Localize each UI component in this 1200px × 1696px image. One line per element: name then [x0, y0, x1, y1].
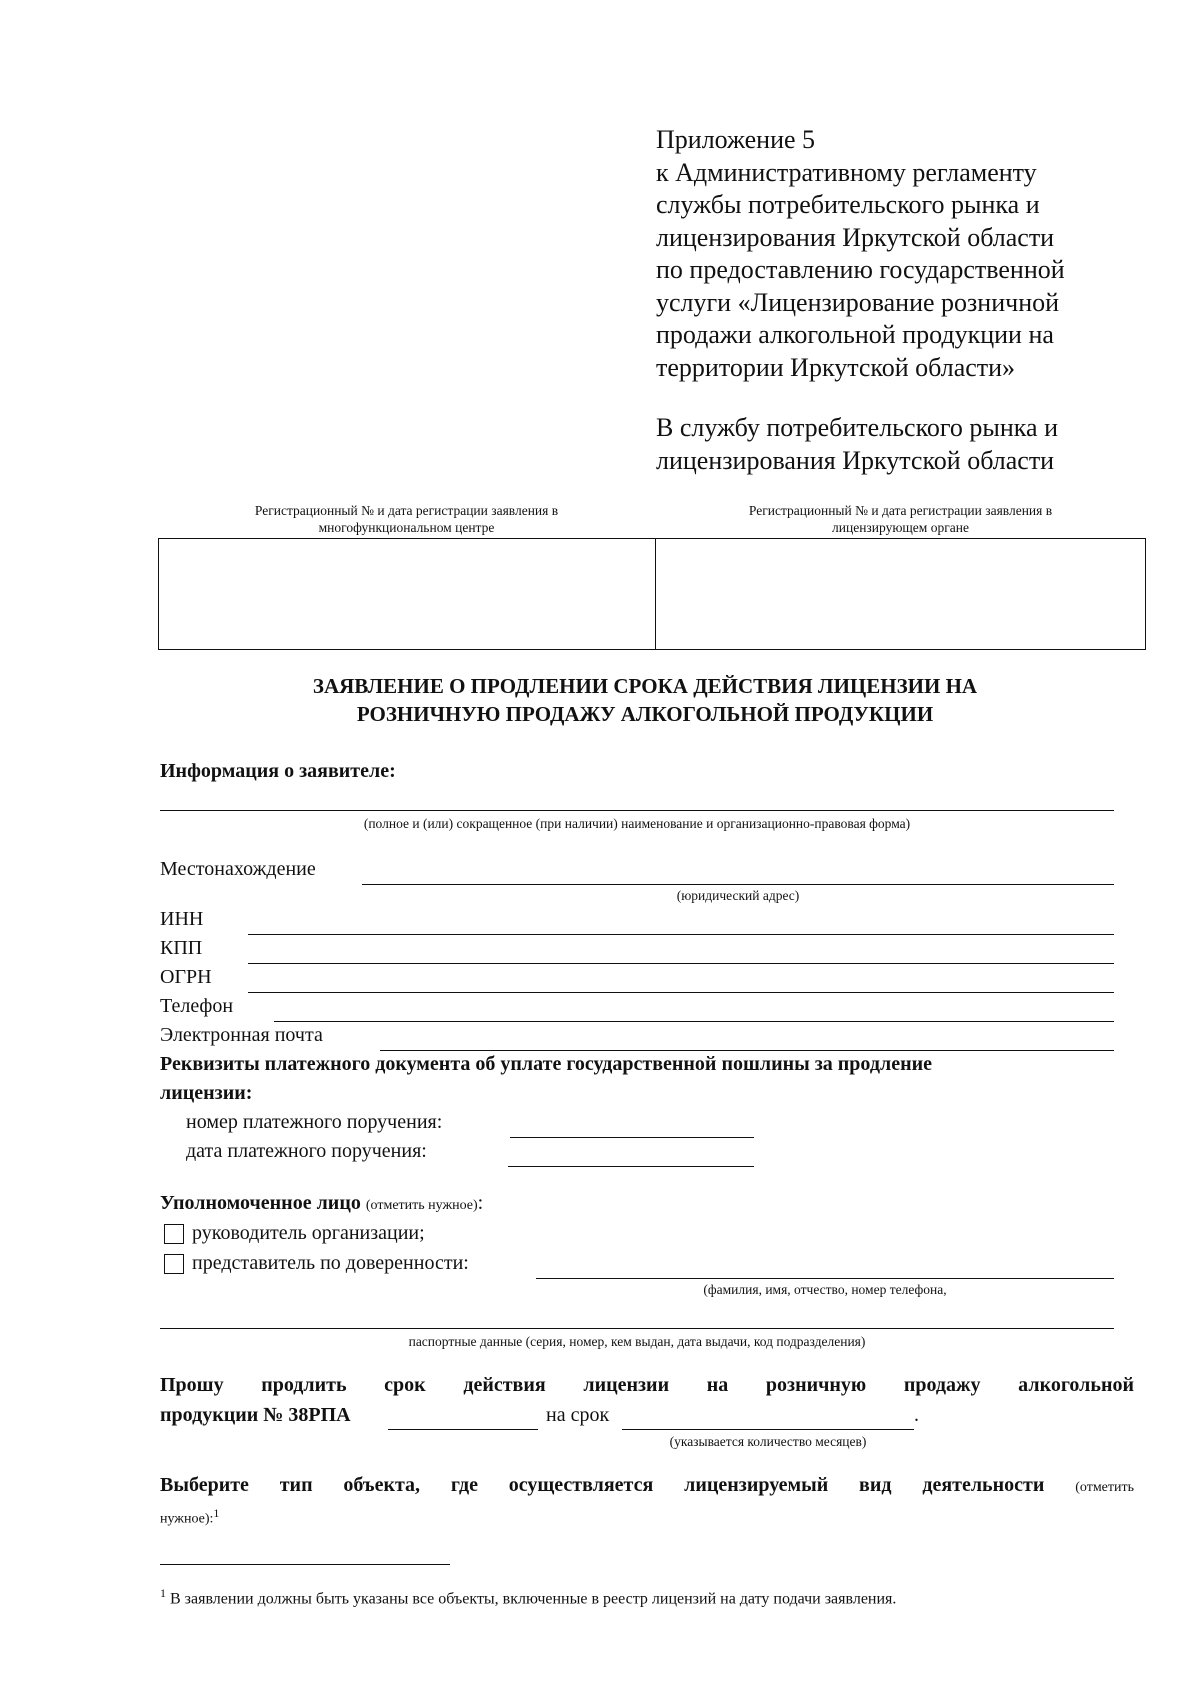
- order-number-field[interactable]: [510, 1137, 754, 1138]
- object-type-heading: [160, 1474, 1134, 1497]
- passport-data-field[interactable]: [160, 1328, 1114, 1329]
- applicant-name-line[interactable]: [160, 810, 1114, 811]
- object-type-note-cont: [160, 1506, 219, 1528]
- appendix-line: к Административному регламенту: [656, 157, 1037, 187]
- registration-table: [158, 538, 1146, 650]
- phone-label: Телефон: [160, 995, 234, 1017]
- authorized-heading-text: Уполномоченное лицо: [160, 1192, 361, 1214]
- title-line: РОЗНИЧНУЮ ПРОДАЖУ АЛКОГОЛЬНОЙ ПРОДУКЦИИ: [356, 702, 934, 726]
- recipient-line: В службу потребительского рынка и: [656, 413, 1058, 442]
- document-title: [160, 672, 1130, 728]
- object-type-text: Выберите тип объекта, где осуществляется лицензируемый вид деятельности: [160, 1474, 1045, 1496]
- licensing-registration-label: [655, 502, 1146, 536]
- request-statement-line-1: Прошу продлить срок действия лицензии на розничную продажу алкогольной: [160, 1374, 1134, 1396]
- location-hint: (юридический адрес): [676, 888, 800, 903]
- footnote: [160, 1586, 896, 1608]
- location-field[interactable]: [362, 884, 1114, 885]
- appendix-line: лицензирования Иркутской области: [656, 222, 1055, 252]
- mfc-label-line: многофункциональном центре: [318, 520, 495, 535]
- appendix-line: службы потребительского рынка и: [656, 190, 1040, 219]
- email-label: Электронная почта: [160, 1024, 323, 1046]
- proxy-representative-label: представитель по доверенности:: [192, 1252, 469, 1274]
- authorized-heading-colon: :: [477, 1192, 484, 1214]
- request-term-label: на срок: [546, 1404, 610, 1426]
- ogrn-label: ОГРН: [160, 966, 212, 988]
- payment-heading-cont: лицензии:: [160, 1082, 253, 1104]
- licensing-label-line: лицензирующем органе: [832, 520, 969, 535]
- mfc-registration-label: [158, 502, 655, 536]
- authorized-heading-note: (отметить нужное): [365, 1198, 478, 1213]
- request-license-number-label: продукции № 38РПА: [160, 1404, 351, 1426]
- proxy-representative-field[interactable]: [536, 1278, 1114, 1279]
- applicant-heading: Информация о заявителе:: [160, 760, 396, 782]
- location-label: Местонахождение: [160, 858, 316, 880]
- authorized-heading: [160, 1192, 483, 1215]
- licensing-registration-box[interactable]: [656, 539, 1145, 649]
- request-period: .: [914, 1404, 919, 1426]
- email-field[interactable]: [380, 1050, 1114, 1051]
- licensing-label-line: Регистрационный № и дата регистрации заявления в: [748, 503, 1053, 518]
- order-date-field[interactable]: [508, 1166, 754, 1167]
- footnote-text: В заявлении должны быть указаны все объекты, включенные в реестр лицензий на дату подачи заявления.: [170, 1590, 897, 1608]
- mfc-label-line: Регистрационный № и дата регистрации заявления в: [254, 503, 559, 518]
- head-of-organization-label: руководитель организации;: [192, 1222, 425, 1244]
- ogrn-field[interactable]: [248, 992, 1114, 993]
- license-term-hint: (указывается количество месяцев): [669, 1434, 867, 1449]
- payment-heading: Реквизиты платежного документа об уплате государственной пошлины за продление: [160, 1053, 932, 1075]
- appendix-line: продажи алкогольной продукции на: [656, 320, 1054, 349]
- order-date-label: дата платежного поручения:: [186, 1140, 427, 1162]
- order-number-label: номер платежного поручения:: [186, 1111, 443, 1133]
- proxy-representative-hint: (фамилия, имя, отчество, номер телефона,: [703, 1282, 947, 1297]
- footnote-mark: 1: [160, 1586, 166, 1600]
- appendix-line: территории Иркутской области»: [656, 352, 1016, 382]
- appendix-line: услуги «Лицензирование розничной: [656, 287, 1060, 317]
- appendix-header: [656, 124, 1156, 384]
- footnote-reference[interactable]: 1: [213, 1506, 220, 1520]
- object-type-note-text: нужное):: [160, 1511, 214, 1527]
- kpp-label: КПП: [160, 937, 203, 959]
- passport-data-hint: паспортные данные (серия, номер, кем выдан, дата выдачи, код подразделения): [408, 1334, 866, 1349]
- applicant-name-hint: (полное и (или) сокращенное (при наличии) наименование и организационно-правовая форма): [363, 816, 911, 831]
- recipient-line: лицензирования Иркутской области: [656, 445, 1055, 475]
- inn-field[interactable]: [248, 934, 1114, 935]
- license-term-field[interactable]: [622, 1429, 914, 1430]
- license-number-field[interactable]: [388, 1429, 538, 1430]
- phone-field[interactable]: [274, 1021, 1114, 1022]
- footnote-separator: [160, 1564, 450, 1565]
- head-of-organization-checkbox[interactable]: [164, 1224, 184, 1244]
- appendix-line: по предоставлению государственной: [656, 255, 1065, 284]
- title-line: ЗАЯВЛЕНИЕ О ПРОДЛЕНИИ СРОКА ДЕЙСТВИЯ ЛИЦЕНЗИИ НА: [312, 674, 978, 698]
- appendix-line: Приложение 5: [656, 125, 816, 154]
- mfc-registration-box[interactable]: [159, 539, 656, 649]
- inn-label: ИНН: [160, 908, 204, 930]
- object-type-note: (отметить: [1075, 1480, 1135, 1495]
- recipient-block: [656, 412, 1156, 477]
- proxy-representative-checkbox[interactable]: [164, 1254, 184, 1274]
- kpp-field[interactable]: [248, 963, 1114, 964]
